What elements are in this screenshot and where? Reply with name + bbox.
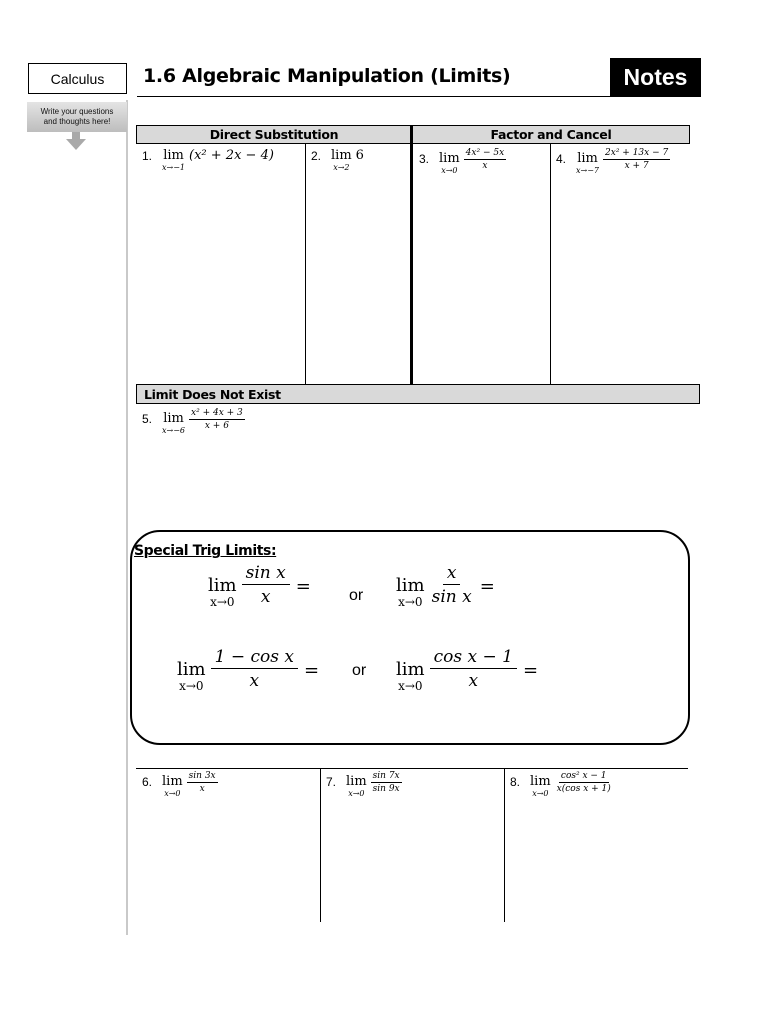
lim-approach: x→0: [179, 679, 204, 693]
limit-operator: [162, 411, 185, 435]
lim-approach: x→0: [398, 679, 423, 693]
denominator: x: [482, 161, 488, 171]
trig-formula-1: [208, 562, 311, 609]
header-factor-and-cancel: Factor and Cancel: [412, 125, 690, 144]
notes-callout: [27, 102, 127, 132]
lim-text: lim: [163, 148, 184, 163]
limit-expression: 6: [355, 148, 364, 163]
problem-3: [419, 148, 506, 175]
page-title: 1.6 Algebraic Manipulation (Limits): [143, 65, 511, 87]
problem-number: 1.: [142, 149, 153, 163]
limit-operator: [396, 576, 425, 609]
problem-number: 4.: [556, 152, 567, 166]
problem-number: 6.: [142, 775, 153, 789]
course-label: Calculus: [28, 63, 127, 94]
fraction: [464, 148, 506, 172]
lim-text: lim: [208, 575, 237, 596]
numerator: cos² x − 1: [560, 771, 607, 781]
problem-8: [510, 771, 613, 798]
denominator: x: [260, 587, 271, 607]
lim-approach: x→0: [441, 166, 458, 175]
lim-text: lim: [439, 151, 460, 166]
lim-approach: x→0: [532, 789, 549, 798]
equals-sign: =: [303, 660, 320, 681]
notes-badge: Notes: [610, 58, 701, 97]
numerator: 2x² + 13x − 7: [605, 148, 669, 158]
lim-text: lim: [177, 659, 206, 680]
lim-text: lim: [331, 148, 352, 163]
fraction: [187, 771, 218, 795]
lim-text: lim: [396, 575, 425, 596]
problem-number: 8.: [510, 775, 521, 789]
numerator: x² + 4x + 3: [191, 408, 243, 418]
trig-formula-3: [177, 646, 319, 693]
fraction: [603, 148, 670, 172]
column-divider: [305, 144, 306, 384]
fraction: [211, 646, 298, 693]
header-direct-substitution: Direct Substitution: [136, 125, 412, 144]
fraction: [555, 771, 613, 795]
denominator: sin x: [431, 587, 472, 607]
lim-approach: x→0: [348, 789, 365, 798]
problem-5: [142, 408, 245, 435]
problem-number: 2.: [311, 149, 322, 163]
limit-operator: [331, 148, 352, 172]
limit-operator: [396, 660, 425, 693]
problem-4: [556, 148, 670, 175]
trig-formula-2: [396, 562, 495, 609]
lim-approach: x→0: [210, 595, 235, 609]
lim-text: lim: [163, 411, 184, 426]
limit-operator: [162, 148, 185, 172]
denominator: x + 6: [204, 421, 229, 431]
lim-text: lim: [577, 151, 598, 166]
notes-margin-line: [126, 100, 128, 935]
limit-operator: [346, 774, 367, 798]
or-connector: or: [352, 662, 367, 679]
bottom-section-rule: [136, 768, 688, 769]
equals-sign: =: [522, 660, 539, 681]
denominator: x + 7: [624, 161, 649, 171]
problem-number: 7.: [326, 775, 337, 789]
problem-1: [142, 148, 274, 172]
column-divider: [504, 768, 505, 922]
title-rule: [137, 96, 701, 97]
column-divider: [550, 144, 551, 384]
header-limit-does-not-exist: Limit Does Not Exist: [136, 384, 700, 404]
problem-7: [326, 771, 402, 798]
fraction: [242, 562, 290, 609]
special-trig-limits-title: Special Trig Limits:: [134, 543, 277, 559]
trig-formula-4: [396, 646, 538, 693]
lim-approach: x→−6: [162, 426, 186, 435]
numerator: 4x² − 5x: [465, 148, 505, 158]
lim-text: lim: [346, 774, 367, 789]
problem-number: 5.: [142, 412, 153, 426]
or-connector: or: [349, 587, 364, 604]
limit-expression: (x² + 2x − 4): [189, 148, 274, 163]
limit-operator: [576, 151, 599, 175]
lim-text: lim: [530, 774, 551, 789]
problem-6: [142, 771, 218, 798]
equals-sign: =: [295, 576, 311, 597]
numerator: sin 7x: [372, 771, 400, 781]
callout-text-line1: Write your questions: [40, 107, 114, 116]
column-divider: [320, 768, 321, 922]
numerator: sin 3x: [188, 771, 216, 781]
fraction: [430, 562, 474, 609]
lim-approach: x→−1: [162, 163, 186, 172]
numerator: x: [443, 562, 461, 585]
down-arrow-icon-head: [66, 139, 86, 150]
denominator: x: [468, 671, 479, 691]
lim-text: lim: [162, 774, 183, 789]
limit-operator: [530, 774, 551, 798]
numerator: sin x: [242, 562, 290, 585]
denominator: sin 9x: [372, 784, 400, 794]
lim-approach: x→0: [398, 595, 423, 609]
lim-approach: x→2: [333, 163, 350, 172]
lim-text: lim: [396, 659, 425, 680]
limit-operator: [439, 151, 460, 175]
problem-number: 3.: [419, 152, 430, 166]
equals-sign: =: [479, 576, 495, 597]
fraction: [371, 771, 402, 795]
fraction: [189, 408, 245, 432]
numerator: 1 − cos x: [211, 646, 298, 669]
limit-operator: [177, 660, 206, 693]
problem-2: [311, 148, 364, 172]
section-divider: [410, 125, 413, 384]
fraction: [430, 646, 517, 693]
limit-operator: [208, 576, 237, 609]
numerator: cos x − 1: [430, 646, 517, 669]
denominator: x(cos x + 1): [556, 784, 611, 794]
denominator: x: [249, 671, 260, 691]
callout-text-line2: and thoughts here!: [43, 117, 111, 126]
limit-operator: [162, 774, 183, 798]
lim-approach: x→−7: [576, 166, 600, 175]
denominator: x: [199, 784, 205, 794]
lim-approach: x→0: [164, 789, 181, 798]
